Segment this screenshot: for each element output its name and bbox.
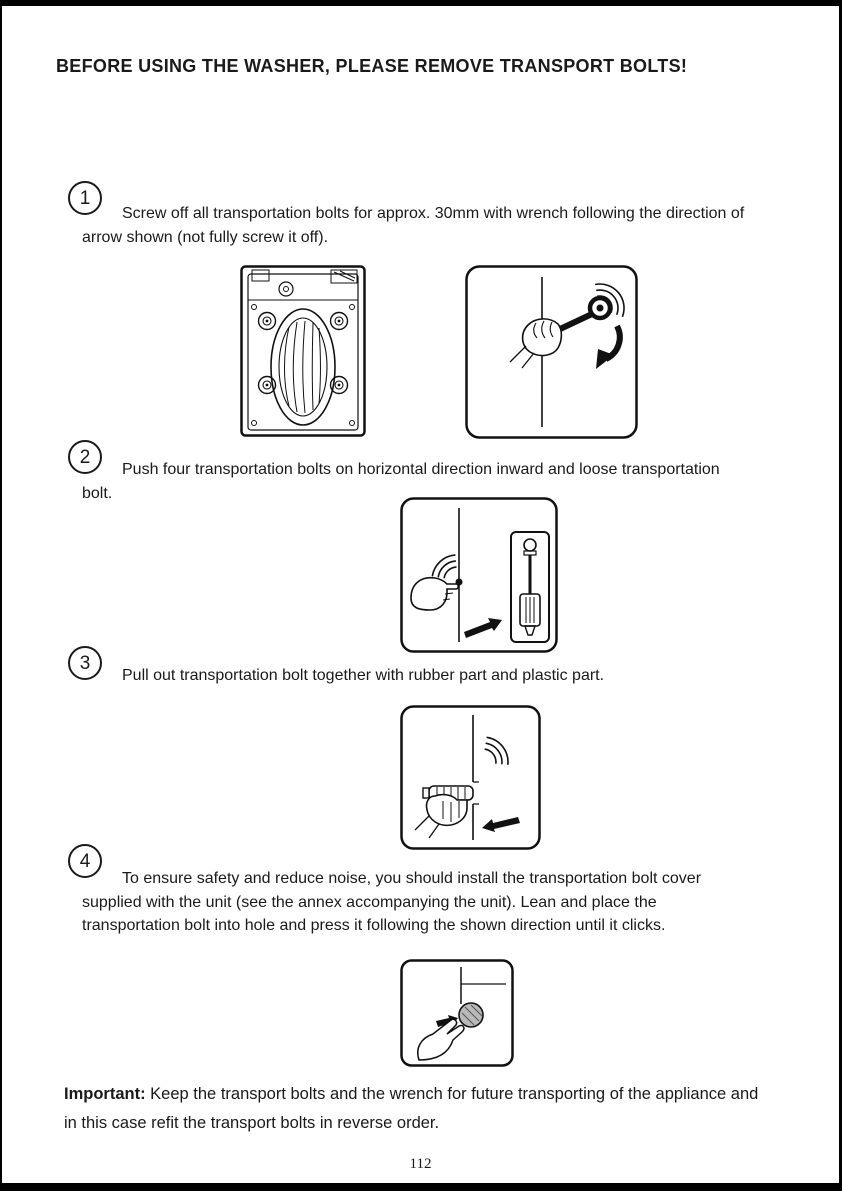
step-1-number-badge: 1 (68, 181, 102, 215)
washer-back-view-illustration (239, 264, 367, 438)
step-1-text: Screw off all transportation bolts for approx. 30mm with wrench following the direction of arrow shown (not fully screw it off). (82, 205, 745, 246)
step-2-text: Push four transportation bolts on horizontal direction inward and loose transportation bolt. (82, 461, 720, 502)
important-note (64, 1080, 764, 1138)
important-text: Keep the transport bolts and the wrench for future transporting of the appliance and in this case refit the transport bolts in reverse order. (64, 1085, 759, 1132)
push-bolt-inward-illustration (399, 496, 559, 654)
page-title: BEFORE USING THE WASHER, PLEASE REMOVE TRANSPORT BOLTS! (56, 56, 688, 76)
pull-out-bolt-illustration (399, 704, 542, 851)
install-bolt-cover-illustration (399, 958, 515, 1068)
wrench-unscrew-illustration (464, 264, 639, 440)
important-label: Important: (64, 1085, 146, 1103)
page-number: 112 (409, 1156, 432, 1172)
step-3-text: Pull out transportation bolt together with rubber part and plastic part. (122, 667, 605, 684)
step-3-number-badge: 3 (68, 646, 102, 680)
step-2-number-badge: 2 (68, 440, 102, 474)
step-4-text: To ensure safety and reduce noise, you should install the transportation bolt cover supplied with the unit (see the annex accompanying the unit). Lean and place the transportation bolt into hole and press it following the shown direction until it clicks. (82, 870, 702, 934)
step-4-number-badge: 4 (68, 844, 102, 878)
